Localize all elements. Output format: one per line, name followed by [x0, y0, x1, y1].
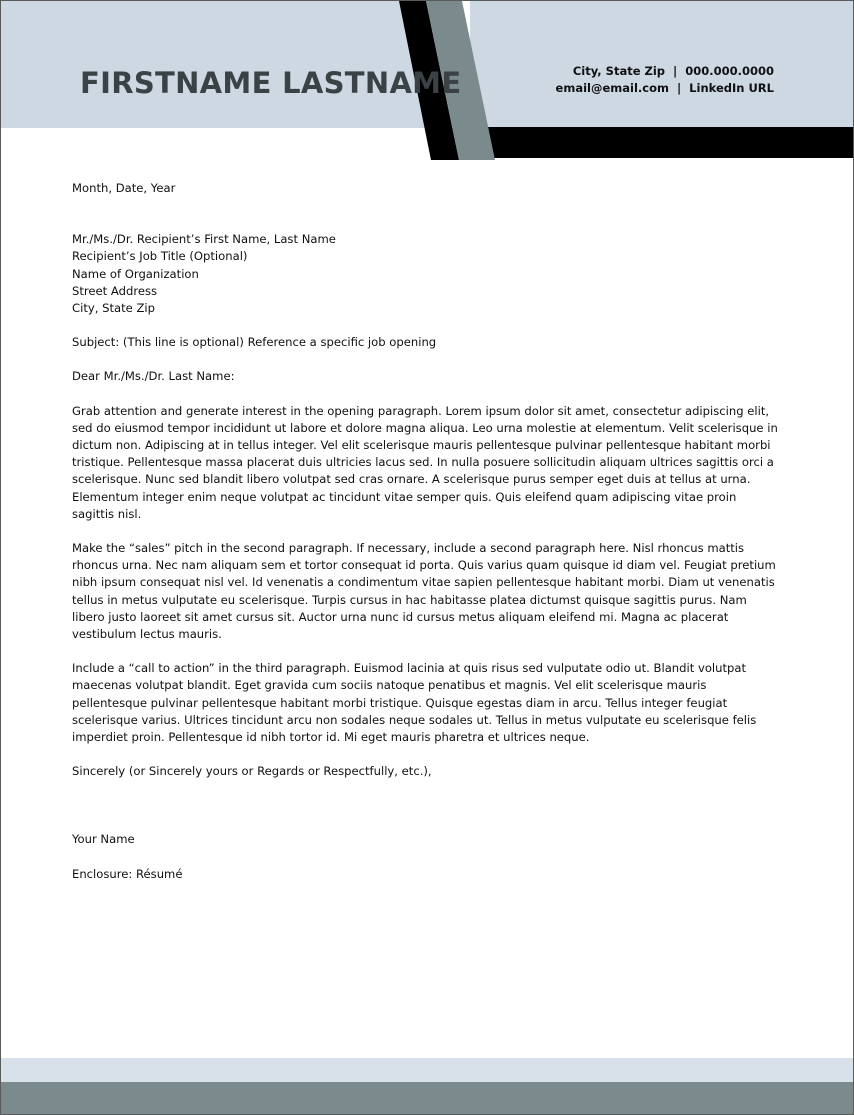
- recipient-street: Street Address: [72, 283, 158, 298]
- footer-band-light: [1, 1058, 853, 1082]
- signature-name: Your Name: [72, 832, 135, 847]
- salutation: Dear Mr./Ms./Dr. Last Name:: [72, 369, 235, 384]
- recipient-city: City, State Zip: [72, 301, 155, 316]
- contact-info: [556, 63, 774, 97]
- subject-line: Subject: (This line is optional) Reference a specific job opening: [72, 335, 437, 350]
- enclosure-line: Enclosure: Résumé: [72, 866, 183, 881]
- paragraph-call-to-action: Include a “call to action” in the third paragraph. Euismod lacinia at quis risus sed vulputate odio ut. Blandit volutpat maecenas volutpat blandit. Eget gravida cum sociis natoque penatibus et magnis. Vel elit scelerisque mauris pellentesque pulvinar pellentesque habitant morbi tristique. Quisque egestas diam in arcu. Tellus integer feugiat scelerisque varius. Ultrices tincidunt arcu non sodales neque sodales ut. Tellus in metus vulputate eu scelerisque felis imperdiet proin. Pellentesque id nibh tortor id. Mi eget mauris pharetra et ultrices neque.: [72, 661, 757, 745]
- closing: Sincerely (or Sincerely yours or Regards or Respectfully, etc.),: [72, 764, 432, 779]
- recipient-name: Mr./Ms./Dr. Recipient’s First Name, Last Name: [72, 232, 336, 247]
- recipient-title: Recipient’s Job Title (Optional): [72, 249, 248, 264]
- recipient-organization: Name of Organization: [72, 266, 199, 281]
- letter-body: [72, 180, 782, 883]
- recipient-block: [72, 231, 782, 317]
- paragraph-opening: Grab attention and generate interest in the opening paragraph. Lorem ipsum dolor sit amet, consectetur adipiscing elit, sed do eiusmod tempor incididunt ut labore et dolore magna aliqua. Leo urna molestie at elementum. Velit scelerisque in dictum non. Adipiscing at in tellus integer. Vel elit scelerisque mauris pellentesque pulvinar pellentesque habitant morbi tristique. Pellentesque massa placerat duis ultricies lacus sed. In nulla posuere sollicitudin aliquam ultrices sagittis orci a scelerisque. Nunc sed blandit libero volutpat sed cras ornare. A scelerisque purus semper eget duis at tellus at urna. Elementum integer enim neque volutpat ac tincidunt vitae semper quis. Quis eleifend quam adipiscing vitae proin sagittis nisl.: [72, 403, 778, 521]
- contact-line-email-linkedin: email@email.com | LinkedIn URL: [555, 81, 774, 95]
- applicant-name: FIRSTNAME LASTNAME: [80, 66, 462, 100]
- footer-band-dark: [1, 1082, 853, 1114]
- letter-date: Month, Date, Year: [72, 181, 176, 195]
- paragraph-sales-pitch: Make the “sales” pitch in the second paragraph. If necessary, include a second paragraph here. Nisl rhoncus mattis rhoncus urna. Nec nam aliquam sem et tortor consequat id porta. Quis varius quam quisque id diam vel. Feugiat pretium nibh ipsum consequat nisl vel. Id venenatis a condimentum vitae sapien pellentesque habitant morbi. Diam ut venenatis tellus in metus vulputate eu scelerisque. Turpis cursus in hac habitasse platea dictumst quisque sagittis purus. Nam libero justo laoreet sit amet cursus sit. Auctor urna nunc id cursus metus aliquam eleifend mi. Magna ac placerat vestibulum lectus mauris.: [72, 541, 776, 642]
- contact-line-location-phone: City, State Zip | 000.000.0000: [572, 64, 774, 78]
